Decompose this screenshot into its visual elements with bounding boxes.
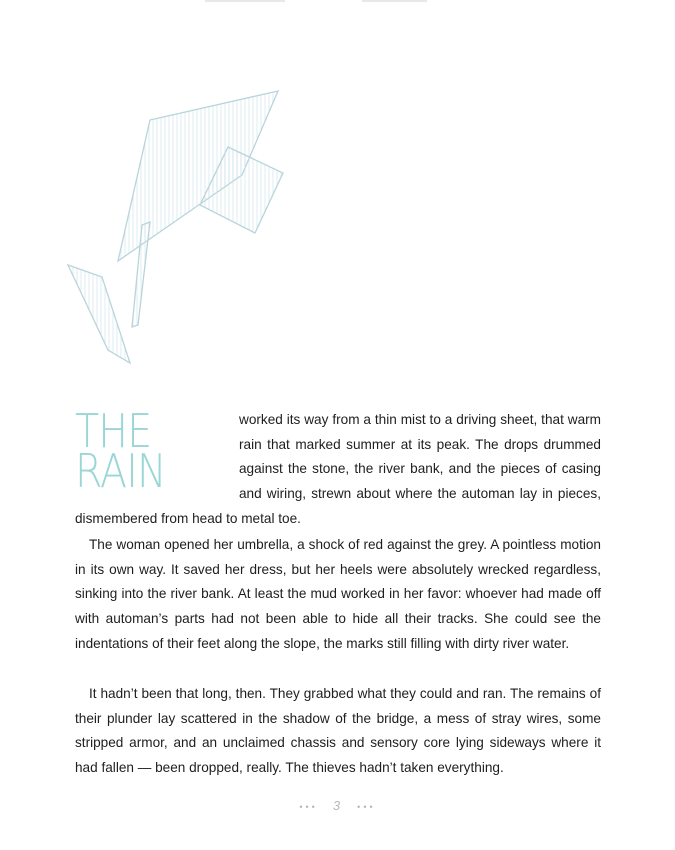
shard-small (68, 265, 130, 363)
page-footer (0, 798, 675, 813)
paragraph-1-text: worked its way from a thin mist to a driving sheet, that warm rain that marked summer at its peak. The drops drummed against the stone, the river bank, and the pieces of casing and wiring, strewn about where the automan lay in pieces, dismembered from head to metal toe. (75, 412, 601, 526)
footer-dots-left: ••• (299, 802, 318, 813)
rain-shards-illustration (60, 85, 300, 370)
footer-dots-right: ••• (357, 802, 376, 813)
page-number: 3 (332, 798, 343, 813)
paragraph-1 (75, 404, 601, 532)
top-edge-mark (362, 0, 427, 2)
top-edge-mark (205, 0, 285, 2)
paragraph-2: The woman opened her umbrella, a shock of red against the grey. A pointless motion in its own way. It saved her dress, but her heels were absolutely wrecked regardless, sinking into the river bank. At least the mud worked in her favor: whoever had made off with automan’s parts had not been able to hide all their tracks. She could see the indentations of their feet along the slope, the marks still filling with dirty river water. (75, 537, 601, 651)
dropcap-title: THE RAIN (75, 404, 166, 498)
paragraph-3: It hadn’t been that long, then. They grabbed what they could and ran. The remains of their plunder lay scattered in the shadow of the bridge, a mess of stray wires, some stripped armor, and an unclaimed chassis and sensory core lying sideways where it had fallen — been dropped, really. The thieves hadn’t taken everything. (75, 686, 601, 776)
